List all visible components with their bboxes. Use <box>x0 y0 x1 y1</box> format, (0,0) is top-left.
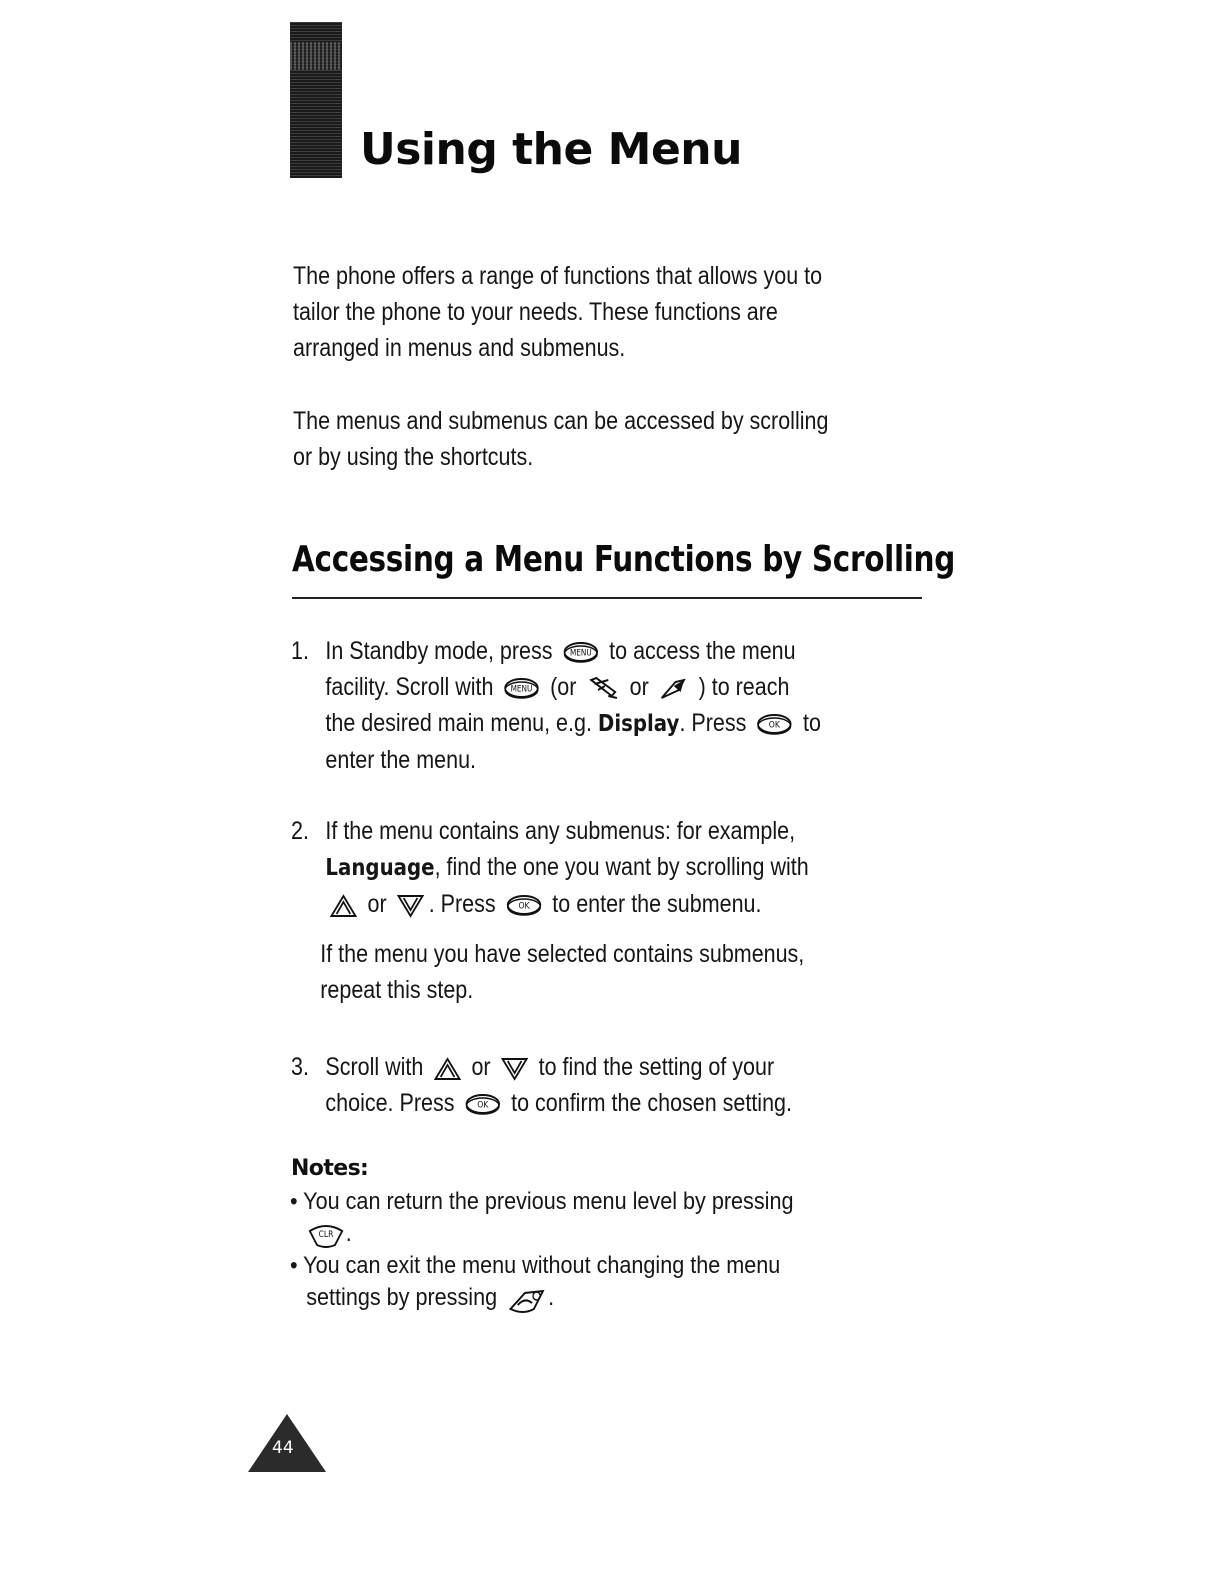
text-line <box>325 705 821 742</box>
text: the desired main menu, e.g. <box>325 709 592 737</box>
text-line: repeat this step. <box>320 976 474 1004</box>
text-line: or by using the shortcuts. <box>293 443 534 471</box>
menu-key-label: MENU <box>510 684 533 695</box>
text: You can return the previous menu level by pressing <box>303 1188 794 1215</box>
text: or <box>629 673 649 701</box>
step-1 <box>291 633 821 778</box>
intro-paragraph-1 <box>293 258 822 366</box>
text: to <box>803 709 821 737</box>
menu-key-label: MENU <box>569 648 592 659</box>
end-power-key-icon <box>507 1287 548 1311</box>
text: . <box>345 1220 352 1247</box>
menu-key-icon <box>503 676 541 700</box>
text-line: The menus and submenus can be accessed by scrolling <box>293 407 829 435</box>
ok-key-icon <box>756 712 794 736</box>
ok-key-icon <box>505 893 543 917</box>
step-number: 2. <box>291 817 309 845</box>
text-line <box>290 1250 780 1282</box>
text: . Press <box>428 890 496 918</box>
text-line <box>306 1282 780 1314</box>
text: . Press <box>679 709 747 737</box>
ok-key-label: OK <box>477 1099 489 1111</box>
text: to access the menu <box>609 637 796 665</box>
text: (or <box>550 673 577 701</box>
scroll-up-key-icon <box>433 1056 462 1080</box>
step-number: 3. <box>291 1053 309 1081</box>
intro-paragraph-2 <box>293 403 828 475</box>
step-2-subnote <box>320 936 808 1008</box>
chapter-marker-bar <box>290 22 342 178</box>
bold-term-display: Display <box>597 711 680 737</box>
text: . <box>548 1284 555 1311</box>
note-2 <box>290 1250 780 1314</box>
text-line: tailor the phone to your needs. These functions are <box>293 298 778 326</box>
text: facility. Scroll with <box>325 673 494 701</box>
text: Scroll with <box>325 1053 424 1081</box>
step-3 <box>291 1049 792 1121</box>
page-number: 44 <box>272 1438 294 1458</box>
text-line: The phone offers a range of functions that allows you to <box>293 262 823 290</box>
step-2 <box>291 813 809 1008</box>
clr-key-label: CLR <box>318 1228 334 1239</box>
clr-key-icon <box>306 1223 346 1247</box>
notes-heading: Notes: <box>291 1156 369 1181</box>
text-line: If the menu you have selected contains submenus, <box>320 940 805 968</box>
text: to find the setting of your <box>538 1053 775 1081</box>
text: to confirm the chosen setting. <box>511 1089 792 1117</box>
text-line <box>325 1085 792 1121</box>
text-line <box>290 1186 793 1218</box>
text: In Standby mode, press <box>325 637 553 665</box>
page-title: Using the Menu <box>360 124 742 175</box>
section-divider <box>292 597 922 599</box>
text: settings by pressing <box>306 1284 498 1311</box>
text-line: enter the menu. <box>325 746 477 774</box>
navigation-left-key-icon <box>586 676 620 700</box>
note-1 <box>290 1186 793 1250</box>
text-line <box>325 669 821 705</box>
section-heading: Accessing a Menu Functions by Scrolling <box>292 539 956 580</box>
text: or <box>471 1053 491 1081</box>
scroll-down-key-icon <box>396 893 425 917</box>
scroll-up-key-icon <box>329 893 358 917</box>
text: You can exit the menu without changing the menu <box>303 1252 781 1279</box>
ok-key-icon <box>464 1092 502 1116</box>
text: ) to reach <box>698 673 790 701</box>
text-line <box>325 849 808 886</box>
bullet-icon: • <box>290 1188 298 1215</box>
text-line: arranged in menus and submenus. <box>293 334 626 362</box>
text-line <box>325 1049 792 1085</box>
ok-key-label: OK <box>769 719 781 731</box>
bullet-icon: • <box>290 1252 298 1279</box>
bold-term-language: Language <box>325 855 435 881</box>
text-line <box>306 1218 793 1250</box>
text-line <box>325 886 808 922</box>
navigation-right-key-icon <box>658 676 689 700</box>
text-line: If the menu contains any submenus: for example, <box>325 817 796 845</box>
text: , find the one you want by scrolling with <box>434 853 809 881</box>
text: or <box>367 890 387 918</box>
ok-key-label: OK <box>518 900 530 912</box>
scroll-down-key-icon <box>500 1056 529 1080</box>
text: to enter the submenu. <box>552 890 762 918</box>
step-number: 1. <box>291 637 309 665</box>
text: choice. Press <box>325 1089 455 1117</box>
menu-key-icon <box>562 640 600 664</box>
text-line <box>325 633 821 669</box>
